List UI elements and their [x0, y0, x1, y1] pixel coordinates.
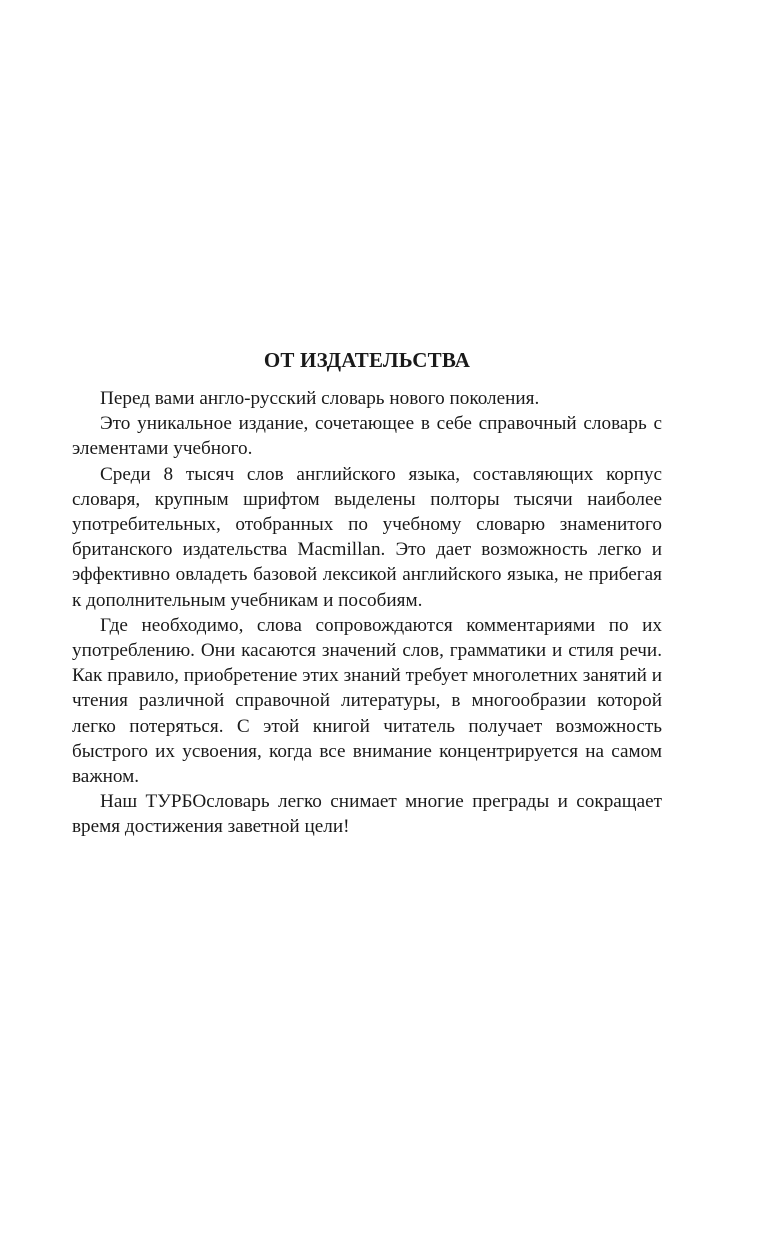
- paragraph-conclusion: Наш ТУРБОсловарь легко снимает многие преграды и сокращает время достижения заветной цели!: [72, 791, 662, 838]
- publisher-note: [72, 345, 662, 840]
- paragraph-intro: Перед вами англо-русский словарь нового поколения.: [100, 388, 540, 409]
- paragraph-comments: Где необходимо, слова сопровождаются комментариями по их употреблению. Они касаются значений слов, грамматики и стиля речи. Как правило, приобретение этих знаний требует многолетних занятий и чтения различной справочной литературы, в многообразии которой легко потеряться. С этой книгой читатель получает возможность быстрого их усвоения, когда все внимание концентрируется на самом важном.: [72, 614, 662, 788]
- paragraph-vocabulary: Среди 8 тысяч слов английского языка, составляющих корпус словаря, крупным шрифтом выделены полторы тысячи наиболее употребительных, отобранных по учебному словарю знаменитого британского издательства Macmillan. Это дает возможность легко и эффективно овладеть базовой лексикой английского языка, не прибегая к дополнительным учебникам и пособиям.: [72, 463, 662, 611]
- paragraph-unique-edition: Это уникальное издание, сочетающее в себе справочный словарь с элементами учебного.: [72, 413, 662, 460]
- page-title: ОТ ИЗДАТЕЛЬСТВА: [263, 348, 471, 372]
